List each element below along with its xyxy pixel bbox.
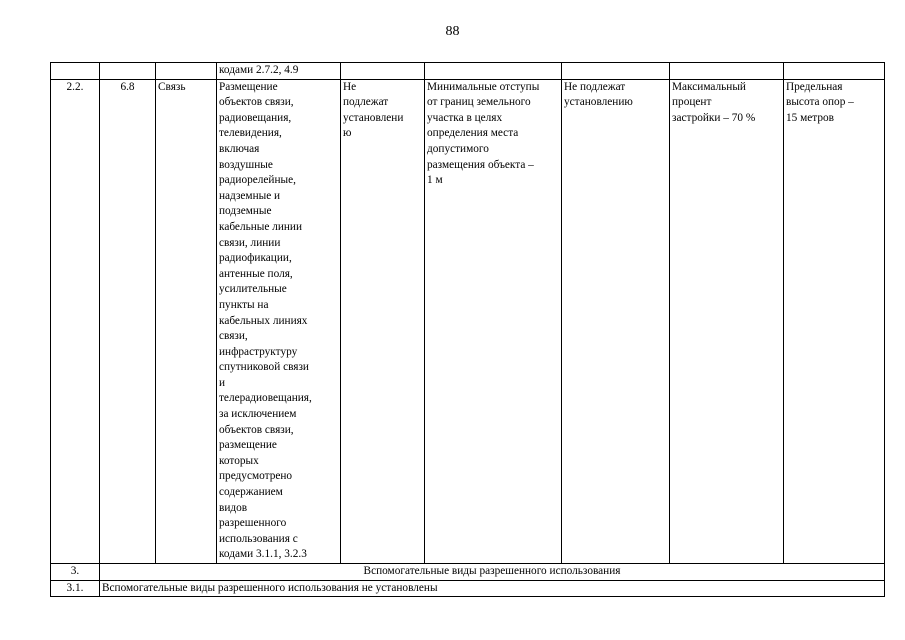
text-line: ю: [343, 127, 352, 140]
description-line: инфраструктуру: [219, 345, 298, 358]
use-description: [217, 79, 341, 563]
description-line: за исключением: [219, 408, 297, 421]
cell-num: [51, 63, 100, 80]
text-line: Не: [343, 80, 357, 93]
cell-code: [100, 63, 156, 80]
row-number: 2.2.: [51, 79, 100, 563]
text-line: участка в целях: [427, 111, 503, 124]
page-number: 88: [445, 24, 460, 39]
description-line: и: [219, 376, 226, 389]
text-line: Минимальные отступы: [427, 80, 540, 93]
height-limits: [784, 79, 885, 563]
text-line: установлению: [564, 96, 633, 109]
description-line: радиофикации,: [219, 252, 292, 265]
description-line: видов: [219, 501, 248, 514]
cell-col6: [425, 63, 562, 80]
text-line: определения места: [427, 127, 519, 140]
floors-limits: [562, 79, 670, 563]
description-line: антенные поля,: [219, 267, 293, 280]
description-line: которых: [219, 454, 259, 467]
text-line: допустимого: [427, 142, 489, 155]
description-line: радиовещания,: [219, 111, 292, 124]
text-line: Максимальный: [672, 80, 746, 93]
text-line: подлежат: [343, 96, 389, 109]
description-line: разрешенного: [219, 517, 287, 530]
description-line: радиорелейные,: [219, 174, 296, 187]
text-line: размещения объекта –: [427, 158, 534, 171]
plot-size-limits: [341, 79, 425, 563]
table-row-2-2: [51, 79, 885, 563]
cell-col9: [784, 63, 885, 80]
description-line: использования с: [219, 532, 298, 545]
description-line: предусмотрено: [219, 470, 293, 483]
description-line: подземные: [219, 205, 272, 218]
description-line: содержанием: [219, 486, 283, 499]
description-line: связи,: [219, 330, 248, 343]
description-line: усилительные: [219, 283, 287, 296]
description-line: кодами 3.1.1, 3.2.3: [219, 548, 307, 561]
cell-col7: [562, 63, 670, 80]
description-line: объектов связи,: [219, 96, 294, 109]
cell-name: [156, 63, 217, 80]
text-line: 1 м: [427, 174, 443, 187]
text-line: 15 метров: [786, 111, 834, 124]
section-number: 3.: [51, 564, 100, 581]
coverage-limits: [670, 79, 784, 563]
subsection-text: Вспомогательные виды разрешенного использования не установлены: [100, 580, 885, 597]
description-line: Размещение: [219, 80, 278, 93]
regulations-table: [50, 62, 885, 597]
text-line: застройки – 70 %: [672, 111, 756, 124]
cell-col5: [341, 63, 425, 80]
description-line: спутниковой связи: [219, 361, 309, 374]
text-line: от границ земельного: [427, 96, 531, 109]
text-line: установлени: [343, 111, 404, 124]
setback-limits: [425, 79, 562, 563]
description-line: включая: [219, 142, 260, 155]
cell-description: кодами 2.7.2, 4.9: [217, 63, 341, 80]
description-line: надземные и: [219, 189, 281, 202]
description-line: телевидения,: [219, 127, 282, 140]
description-line: кабельные линии: [219, 220, 303, 233]
description-line: кабельных линиях: [219, 314, 308, 327]
text-line: процент: [672, 96, 712, 109]
description-line: связи, линии: [219, 236, 281, 249]
text-line: Предельная: [786, 80, 843, 93]
description-line: пункты на: [219, 298, 269, 311]
description-line: воздушные: [219, 158, 273, 171]
use-code: 6.8: [100, 79, 156, 563]
text-line: высота опор –: [786, 96, 854, 109]
description-line: объектов связи,: [219, 423, 294, 436]
table-row-section-3: [51, 564, 885, 581]
cell-col8: [670, 63, 784, 80]
subsection-number: 3.1.: [51, 580, 100, 597]
text-line: Не подлежат: [564, 80, 626, 93]
table-row-section-3-1: [51, 580, 885, 597]
use-name: Связь: [156, 79, 217, 563]
table-row-continuation: [51, 63, 885, 80]
description-line: размещение: [219, 439, 277, 452]
section-title: Вспомогательные виды разрешенного использования: [100, 564, 885, 581]
description-line: телерадиовещания,: [219, 392, 312, 405]
